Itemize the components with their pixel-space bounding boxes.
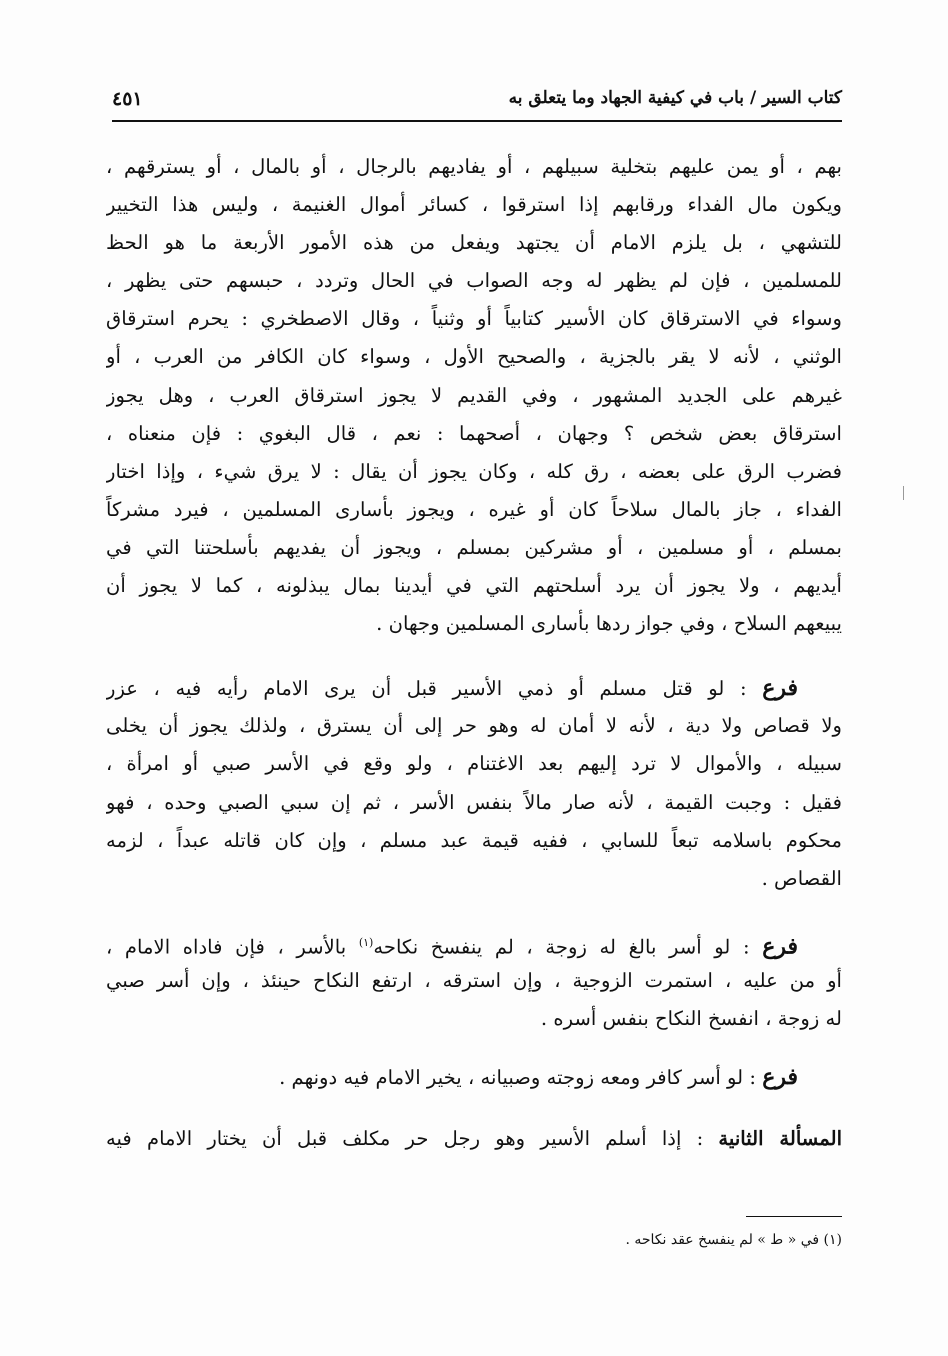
margin-mark (903, 486, 904, 500)
paragraph-3 (106, 924, 842, 1038)
line-text: : لو أسر كافر ومعه زوجته وصبيانه ، يخير الامام فيه دونهم . (279, 1066, 756, 1090)
line-text: : لو قتل مسلم أو ذمي الأسير قبل أن يرى الامام رأيه فيه ، عزر (106, 677, 747, 701)
text-line (106, 1058, 842, 1096)
text-line: أيديهم ، ولا يجوز أن يرد أسلحتهم التي في أيدينا بمال يبذلونه ، كما لا يجوز أن (106, 574, 842, 598)
text-line (106, 924, 842, 962)
text-line: الوثني ، لأنه لا يقر بالجزية ، والصحيح الأول ، وسواء كان الكافر من العرب ، أو (106, 345, 842, 369)
line-text: : إذا أسلم الأسير وهو رجل حر مكلف قبل أن يختار الامام فيه (106, 1127, 704, 1151)
text-line: سبيله ، والأموال لا ترد إليهم بعد الاغتنام ، ولو وقع في الأسر صبي أو امرأة ، (106, 752, 842, 776)
text-line: فقيل : وجبت القيمة ، لأنه صار مالاً بنفس الأسر ، ثم إن سبي الصبي وحده ، فهو (106, 790, 842, 814)
text-line: محكوم باسلامه تبعاً للسابي ، ففيه قيمة عبد مسلم ، وإن كان قاتله عبداً ، لزمه (106, 828, 842, 852)
text-line: الفداء ، جاز بالمال سلاحاً كان أو غيره ، ويجوز بأسارى المسلمين ، فيرد مشركاً (106, 497, 842, 521)
page-number: ٤٥١ (112, 88, 143, 110)
text-line (106, 669, 842, 707)
text-line: أو من عليه ، استمرت الزوجية ، وإن استرقه ، ارتفع النكاح حينئذ ، وإن أسر صبي (106, 968, 842, 992)
paragraph-gap (106, 1096, 842, 1120)
text-line: له زوجة ، انفسخ النكاح بنفس أسره . (540, 1006, 842, 1030)
footnote: (١) في « ط » لم ينفسخ عقد نكاحه . (625, 1232, 842, 1248)
text-line: فضرب الرق على بعضه ، رق كله ، وكان يجوز أن يقال : لا يرق شيء ، وإذا اختار (106, 459, 842, 483)
text-line: غيرهم على الجديد المشهور ، وفي القديم لا يجوز استرقاق العرب ، وهل يجوز (106, 383, 842, 407)
text-line: يبيعهم السلاح ، وفي جواز ردها بأسارى المسلمين وجهان . (376, 612, 842, 636)
paragraph-gap (106, 1038, 842, 1058)
footnote-reference: (١) (358, 935, 374, 949)
header-rule (112, 120, 842, 122)
line-text: : لو أسر بالغ له زوجة ، لم ينفسخ نكاحه (373, 935, 750, 959)
text-line: القصاص . (761, 866, 842, 890)
text-line: ويكون مال الفداء ورقابهم إذا استرقوا ، كسائر أموال الغنيمة ، وليس هذا التخيير (106, 193, 842, 217)
paragraph-4 (106, 1058, 842, 1096)
text-line: وسواء في الاسترقاق كان الأسير كتابياً أو وثنياً ، وقال الاصطخري : يحرم استرقاق (106, 307, 842, 331)
main-text (106, 148, 842, 1158)
chapter-title: كتاب السير / باب في كيفية الجهاد وما يتعلق به (508, 88, 842, 108)
paragraph-gap (106, 643, 842, 669)
text-line: ولا قصاص ولا دية ، لأنه لا أمان له وهو حر إلى أن يسترق ، ولذلك يجوز أن يخلى (106, 714, 842, 738)
section-label: المسألة الثانية (718, 1127, 842, 1151)
section-label: فرع (762, 1064, 798, 1091)
text-line: بهم ، أو يمن عليهم بتخلية سبيلهم ، أو يفاديهم بالرجال ، أو بالمال ، أو يسترقهم ، (106, 155, 842, 178)
section-label: فرع (762, 675, 798, 702)
paragraph-5 (106, 1120, 842, 1158)
text-line: بمسلم ، أو مسلمين ، أو مشركين بمسلم ، ويجوز أن يفديهم بأسلحتنا التي في (106, 535, 842, 559)
text-line: للمسلمين ، فإن لم يظهر له وجه الصواب في الحال وتردد ، حبسهم حتى يظهر ، (106, 269, 842, 293)
section-label: فرع (762, 933, 799, 960)
text-line: للتشهي ، بل يلزم الامام أن يجتهد ويفعل من هذه الأمور الأربعة ما هو الحظ (106, 231, 842, 255)
paragraph-1 (106, 148, 842, 643)
footnote-rule (746, 1216, 842, 1217)
text-line (106, 1120, 842, 1158)
text-line: استرقاق بعض شخص ؟ وجهان ، أصحهما : نعم ، قال البغوي : فإن منعناه ، (106, 421, 842, 445)
paragraph-gap (106, 898, 842, 924)
line-text: بالأسر ، فإن فاداه الامام ، (106, 935, 359, 959)
running-header (112, 88, 842, 118)
paragraph-2 (106, 669, 842, 898)
